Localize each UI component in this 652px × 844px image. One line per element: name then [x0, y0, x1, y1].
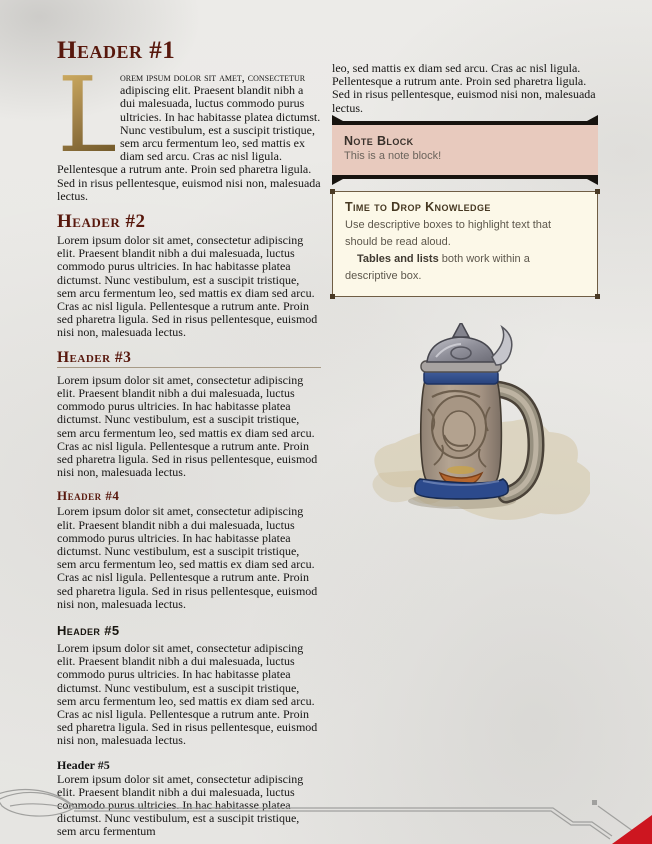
corner-dot-icon [595, 294, 600, 299]
section-heading-6: Header #5 [57, 757, 110, 772]
section-paragraph: Lorem ipsum dolor sit amet, consectetur adipiscing elit. Praesent blandit nibh a dui malesuada, luctus commodo purus ultricies. In hac habitasse platea dictumst. Nunc vestibulum, est a suscipit tristique, sem arcu fermentum leo, sed mattis ex diam sed arcu. Cras ac nisl ligula. Pellentesque a rutrum ante. Proin sed pharetra ligula. Sed in risus pellentesque, euismod nisi non, malesuada lectus. [57, 640, 318, 748]
descriptive-bold-text: Tables and lists [357, 252, 439, 265]
right-column [332, 62, 598, 528]
section-heading-3: Header #3 [57, 349, 321, 368]
descriptive-rest-text: both work within a descriptive box. [345, 252, 530, 282]
footer-decoration [0, 782, 652, 844]
note-block-body: This is a note block! [344, 149, 442, 162]
lead-paragraph [57, 54, 321, 203]
section-paragraph: Lorem ipsum dolor sit amet, consectetur adipiscing elit. Praesent blandit nibh a dui malesuada, luctus commodo purus ultricies. In hac habitasse platea dictumst. Nunc vestibulum, est a suscipit tristique, sem arcu fermentum leo, sed mattis ex diam sed arcu. Cras ac nisl ligula. Pellentesque a rutrum ante. Proin sed pharetra ligula. Sed in risus pellentesque, euismod nisi non, malesuada lectus. [57, 372, 318, 480]
note-block [332, 125, 598, 175]
section-heading-2: Header #2 [57, 211, 146, 233]
left-column [57, 38, 321, 843]
note-border-bottom [332, 175, 598, 179]
section-paragraph: Lorem ipsum dolor sit amet, consectetur adipiscing elit. Praesent blandit nibh a dui malesuada, luctus commodo purus ultricies. In hac habitasse platea dictumst. Nunc vestibulum, est a suscipit tristique, sem arcu fermentum leo, sed mattis ex diam sed arcu. Cras ac nisl ligula. Pellentesque a rutrum ante. Proin sed pharetra ligula. Sed in risus pellentesque, euismod nisi non, malesuada lectus. [57, 233, 318, 340]
section-paragraph: Lorem ipsum dolor sit amet, consectetur adipiscing elit. Praesent blandit nibh a dui malesuada, luctus commodo purus ultricies. In hac habitasse platea dictumst. Nunc vestibulum, est a suscipit tristique, sem arcu fermentum [57, 771, 304, 839]
corner-dot-icon [330, 294, 335, 299]
lead-body-text: adipiscing elit. Praesent blandit nibh a dui malesuada, luctus commodo purus ultricies. In hac habitasse platea dictumst. Nunc vestibulum, est a suscipit tristique, sem arcu fermentum leo, sed mattis ex diam sed arcu. Cras ac nisl ligula. Pellentesque a rutrum ante. Proin sed pharetra ligula. Sed in risus pellentesque, euismod nisi non, malesuada lectus. [57, 83, 321, 203]
note-border-top [332, 121, 598, 125]
section-heading-4: Header #4 [57, 488, 120, 504]
descriptive-box-line2 [345, 251, 585, 285]
page-title: Header #1 [57, 37, 176, 64]
continuation-paragraph: leo, sed mattis ex diam sed arcu. Cras ac nisl ligula. Pellentesque a rutrum ante. Proin sed pharetra ligula. Sed in risus pellentesque, euismod nisi non, malesuada lectus. [332, 61, 596, 115]
descriptive-box [332, 191, 598, 297]
corner-dot-icon [330, 189, 335, 194]
lead-smallcaps-text: orem ipsum dolor sit amet, consectetur [120, 70, 306, 84]
drop-cap-letter: L [57, 54, 127, 176]
footer-rule-lines [74, 806, 644, 839]
descriptive-box-title: Time to Drop Knowledge [345, 199, 491, 214]
note-block-title: Note Block [344, 133, 414, 148]
descriptive-box-line1: Use descriptive boxes to highlight text that should be read aloud. [345, 218, 552, 248]
section-paragraph: Lorem ipsum dolor sit amet, consectetur adipiscing elit. Praesent blandit nibh a dui malesuada, luctus commodo purus ultricies. In hac habitasse platea dictumst. Nunc vestibulum, est a suscipit tristique, sem arcu fermentum leo, sed mattis ex diam sed arcu. Cras ac nisl ligula. Pellentesque a rutrum ante. Proin sed pharetra ligula. Sed in risus pellentesque, euismod nisi non, malesuada lectus. [57, 504, 318, 611]
footer-square-dot [592, 800, 597, 805]
leaf-flourish-icon [0, 790, 76, 816]
corner-dot-icon [595, 189, 600, 194]
section-heading-5: Header #5 [57, 622, 120, 638]
red-page-corner-triangle [612, 815, 652, 844]
beer-stein-icon [340, 323, 590, 523]
stein-illustration [340, 323, 590, 528]
